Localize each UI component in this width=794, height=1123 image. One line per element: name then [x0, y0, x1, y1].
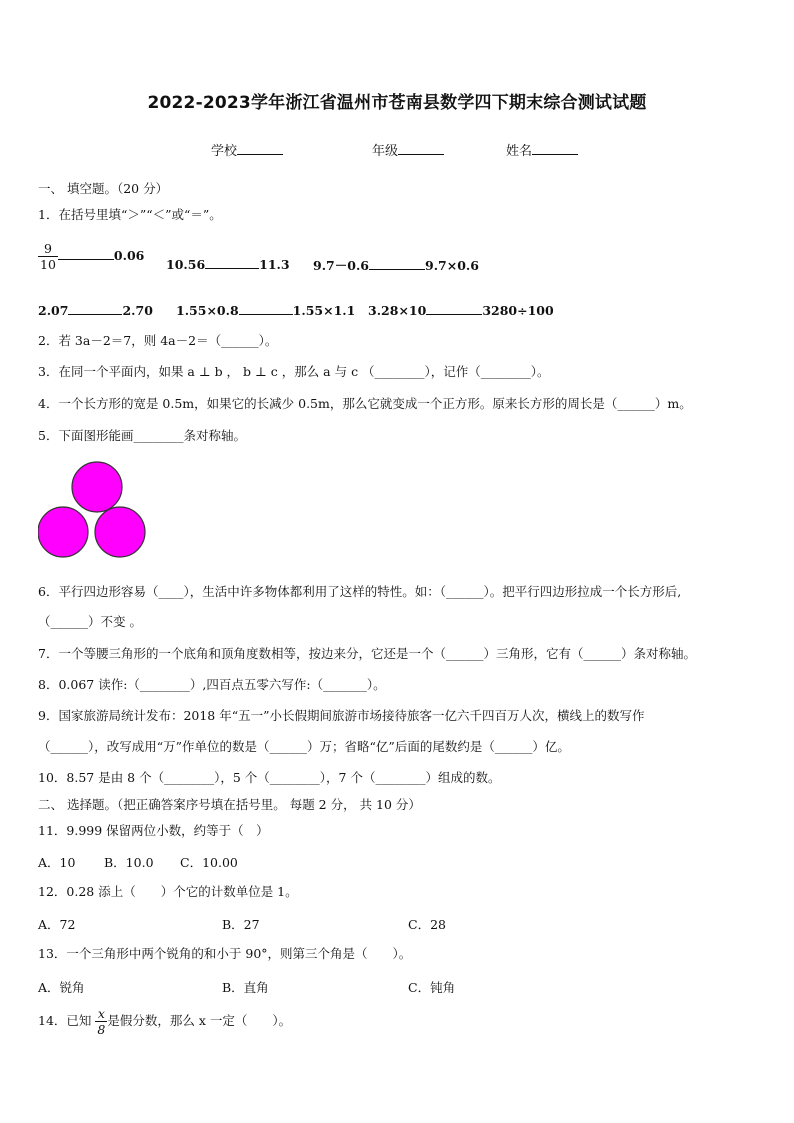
- q6-line2: （______）不变 。: [38, 614, 142, 629]
- q1-a2-right: 11.3: [259, 257, 290, 272]
- q1-b1: [38, 302, 153, 318]
- q14: [38, 1006, 291, 1037]
- school-field: [211, 140, 283, 159]
- q1-frac-denominator: 10: [40, 257, 56, 272]
- q1-b2-blank: [239, 302, 293, 315]
- q1-b2-right: 1.55×1.1: [292, 303, 356, 318]
- q1-b1-blank: [68, 302, 122, 315]
- q13-option-b: B．直角: [222, 980, 269, 995]
- q1-prompt: 1．在括号里填“＞”“＜”或“＝”。: [38, 207, 222, 222]
- q1-b2-left: 1.55×0.8: [176, 303, 239, 318]
- page-title: 2022-2023学年浙江省温州市苍南县数学四下期末综合测试试题: [147, 93, 647, 113]
- grade-blank: [398, 143, 444, 155]
- q13-prompt: 13．一个三角形中两个锐角的和小于 90°，则第三个角是（ ）。: [38, 946, 412, 961]
- q12-prompt: 12．0.28 添上（ ）个它的计数单位是 1。: [38, 884, 298, 899]
- q6-line1: 6．平行四边形容易（____），生活中许多物体都利用了这样的特性。如：（______）。把平行四边形拉成一个长方形后,: [38, 584, 682, 599]
- q12-option-a: A．72: [38, 917, 76, 932]
- q1-a2-blank: [205, 256, 259, 269]
- q1-a2-left: 10.56: [166, 257, 206, 272]
- q14-frac-denominator: 8: [97, 1022, 106, 1037]
- q1-a3-blank: [369, 257, 425, 270]
- three-circles-figure: [38, 460, 150, 560]
- q14-fraction: [95, 1006, 107, 1037]
- name-label: 姓名: [506, 144, 533, 159]
- q1-b3-blank: [426, 302, 482, 315]
- right-circle: [95, 507, 145, 557]
- q3: 3．在同一个平面内，如果 a ⊥ b ， b ⊥ c ，那么 a 与 c （________），记作（________）。: [38, 364, 550, 379]
- section1-header: 一、 填空题。（20 分）: [38, 181, 169, 196]
- school-blank: [237, 143, 283, 155]
- school-label: 学校: [211, 144, 238, 159]
- q13-option-c: C．钝角: [408, 980, 456, 995]
- q14-prefix: 14．已知: [38, 1013, 92, 1028]
- q1-a1-right: 0.06: [113, 248, 145, 263]
- q9-line1: 9．国家旅游局统计发布：2018 年“五一”小长假期间旅游市场接待旅客一亿六千四百万人次，横线上的数写作: [38, 708, 645, 723]
- q1-a1: [38, 241, 144, 272]
- grade-field: [372, 140, 444, 159]
- q1-a3-right: 9.7×0.6: [425, 258, 479, 273]
- q5: 5．下面图形能画________条对称轴。: [38, 428, 246, 443]
- name-blank: [532, 143, 578, 155]
- q1-b1-right: 2.70: [122, 303, 153, 318]
- q11-option-b: B．10.0: [104, 855, 154, 870]
- q1-fraction: [38, 241, 58, 272]
- q1-b1-left: 2.07: [38, 303, 69, 318]
- q14-suffix: 是假分数，那么 x 一定（ ）。: [107, 1013, 292, 1028]
- q11-option-c: C．10.00: [180, 855, 238, 870]
- name-field: [506, 140, 578, 159]
- q13-option-a: A．锐角: [38, 980, 85, 995]
- q8: 8．0.067 读作:（________）,四百点五零六写作:（_______）。: [38, 677, 386, 692]
- q1-a2: [166, 256, 290, 272]
- q1-a1-blank: [58, 247, 114, 260]
- section2-header: 二、 选择题。（把正确答案序号填在括号里。 每题 2 分， 共 10 分）: [38, 797, 421, 812]
- q14-frac-numerator: x: [95, 1006, 107, 1022]
- q1-b3-right: 3280÷100: [482, 303, 554, 318]
- q1-b3-left: 3.28×10: [368, 303, 427, 318]
- q1-frac-numerator: 9: [38, 241, 58, 257]
- q1-b2: [176, 302, 355, 318]
- left-circle: [38, 507, 88, 557]
- q9-line2: （______），改写成用“万”作单位的数是（______）万；省略“亿”后面的尾数约是（______）亿。: [38, 739, 570, 754]
- q12-option-b: B．27: [222, 917, 260, 932]
- q4: 4．一个长方形的宽是 0.5m，如果它的长减少 0.5m，那么它就变成一个正方形。原来长方形的周长是（______）m。: [38, 396, 692, 411]
- q2: 2．若 3a－2＝7，则 4a－2＝（______）。: [38, 333, 278, 348]
- top-circle: [72, 462, 122, 512]
- q11-prompt: 11．9.999 保留两位小数，约等于（ ）: [38, 823, 269, 838]
- q11-option-a: A．10: [38, 855, 76, 870]
- q10: 10．8.57 是由 8 个（________），5 个（________），7 个（________）组成的数。: [38, 770, 501, 785]
- q1-b3: [368, 302, 554, 318]
- q1-a3-left: 9.7－0.6: [313, 258, 369, 273]
- q1-a3: [313, 256, 479, 274]
- q12-option-c: C．28: [408, 917, 446, 932]
- grade-label: 年级: [372, 144, 399, 159]
- q7: 7．一个等腰三角形的一个底角和顶角度数相等，按边来分，它还是一个（______）三角形，它有（______）条对称轴。: [38, 646, 696, 661]
